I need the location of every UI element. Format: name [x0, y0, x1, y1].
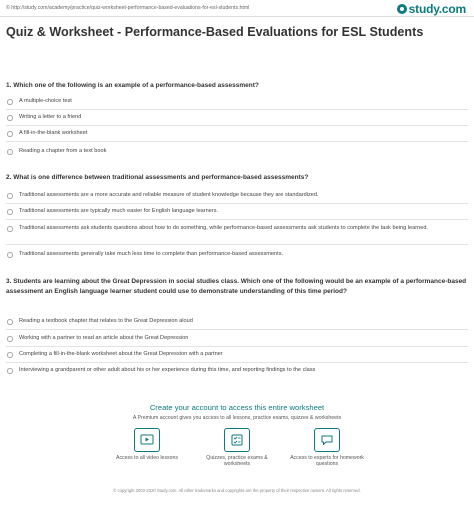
- radio-circle-icon[interactable]: [7, 368, 13, 374]
- question-2: 2. What is one difference between traditional assessments and performance-based assessments?: [6, 174, 309, 181]
- q3-option-b[interactable]: Working with a partner to read an article about the Great Depression: [6, 335, 468, 342]
- q2-option-d[interactable]: Traditional assessments generally take much less time to complete than performance-based assessments.: [6, 251, 468, 258]
- divider: [6, 329, 468, 330]
- page-title: Quiz & Worksheet - Performance-Based Evaluations for ESL Students: [6, 25, 424, 39]
- divider: [6, 362, 468, 363]
- radio-circle-icon[interactable]: [7, 149, 13, 155]
- q1-option-b[interactable]: Writing a letter to a friend: [6, 114, 468, 121]
- radio-circle-icon[interactable]: [7, 99, 13, 105]
- radio-circle-icon[interactable]: [7, 319, 13, 325]
- question-1: 1. Which one of the following is an example of a performance-based assessment?: [6, 82, 259, 89]
- radio-circle-icon[interactable]: [7, 131, 13, 137]
- q1-option-c[interactable]: A fill-in-the-blank worksheet: [6, 130, 468, 137]
- brand-name: study.com: [408, 2, 466, 16]
- q2-option-c[interactable]: Traditional assessments ask students questions about how to do something, while performance-based assessments ask students to complete the task being learned.: [6, 225, 468, 232]
- divider: [6, 125, 468, 126]
- copyright-footer: © copyright 2003-2020 Study.com. All other trademarks and copyrights are the property of their respective owners. All rights reserved.: [113, 488, 361, 493]
- experts-icon: [314, 428, 340, 452]
- radio-circle-icon[interactable]: [7, 226, 13, 232]
- q2-option-b[interactable]: Traditional assessments are typically much easier for English language learners.: [6, 208, 468, 215]
- q3-option-a[interactable]: Reading a textbook chapter that relates to the Great Depression aloud: [6, 318, 468, 325]
- feature-quizzes: Quizzes, practice exams & worksheets: [197, 428, 277, 467]
- divider: [6, 109, 468, 110]
- divider: [6, 141, 468, 142]
- feature-video-lessons: Access to all video lessons: [107, 428, 187, 461]
- divider: [6, 244, 468, 245]
- q1-option-a[interactable]: A multiple-choice test: [6, 98, 468, 105]
- q2-option-a[interactable]: Traditional assessments are a more accurate and reliable measure of student knowledge because they are standardized.: [6, 192, 468, 199]
- radio-circle-icon[interactable]: [7, 352, 13, 358]
- video-lessons-icon: [134, 428, 160, 452]
- premium-description: A Premium account gives you access to all lessons, practice exams, quizzes & worksheets: [132, 415, 342, 421]
- quizzes-icon: [224, 428, 250, 452]
- radio-circle-icon[interactable]: [7, 252, 13, 258]
- radio-circle-icon[interactable]: [7, 115, 13, 121]
- divider: [6, 219, 468, 220]
- q3-option-c[interactable]: Completing a fill-in-the-blank worksheet about the Great Depression with a partner: [6, 351, 468, 358]
- feature-experts: Access to experts for homework questions: [287, 428, 367, 467]
- page-url[interactable]: © http://study.com/academy/practice/quiz-worksheet-performance-based-evaluations-for-esl-students.html: [6, 5, 250, 11]
- divider: [6, 346, 468, 347]
- q1-option-d[interactable]: Reading a chapter from a text book: [6, 148, 468, 155]
- create-account-link[interactable]: Create your account to access this entire worksheet: [149, 403, 325, 412]
- radio-circle-icon[interactable]: [7, 336, 13, 342]
- brand-logo[interactable]: [397, 2, 466, 16]
- radio-circle-icon[interactable]: [7, 209, 13, 215]
- divider: [6, 203, 468, 204]
- radio-circle-icon[interactable]: [7, 193, 13, 199]
- study-logo-icon: [397, 4, 407, 14]
- top-bar: [0, 0, 474, 17]
- question-3: 3. Students are learning about the Great Depression in social studies class. Which one of the following would be an example of a performance-based assessment an English language learner student could use to demonstrate understanding of this time period?: [6, 278, 467, 295]
- q3-option-d[interactable]: Interviewing a grandparent or other adult about his or her experience during this time, and reporting findings to the class: [6, 367, 468, 374]
